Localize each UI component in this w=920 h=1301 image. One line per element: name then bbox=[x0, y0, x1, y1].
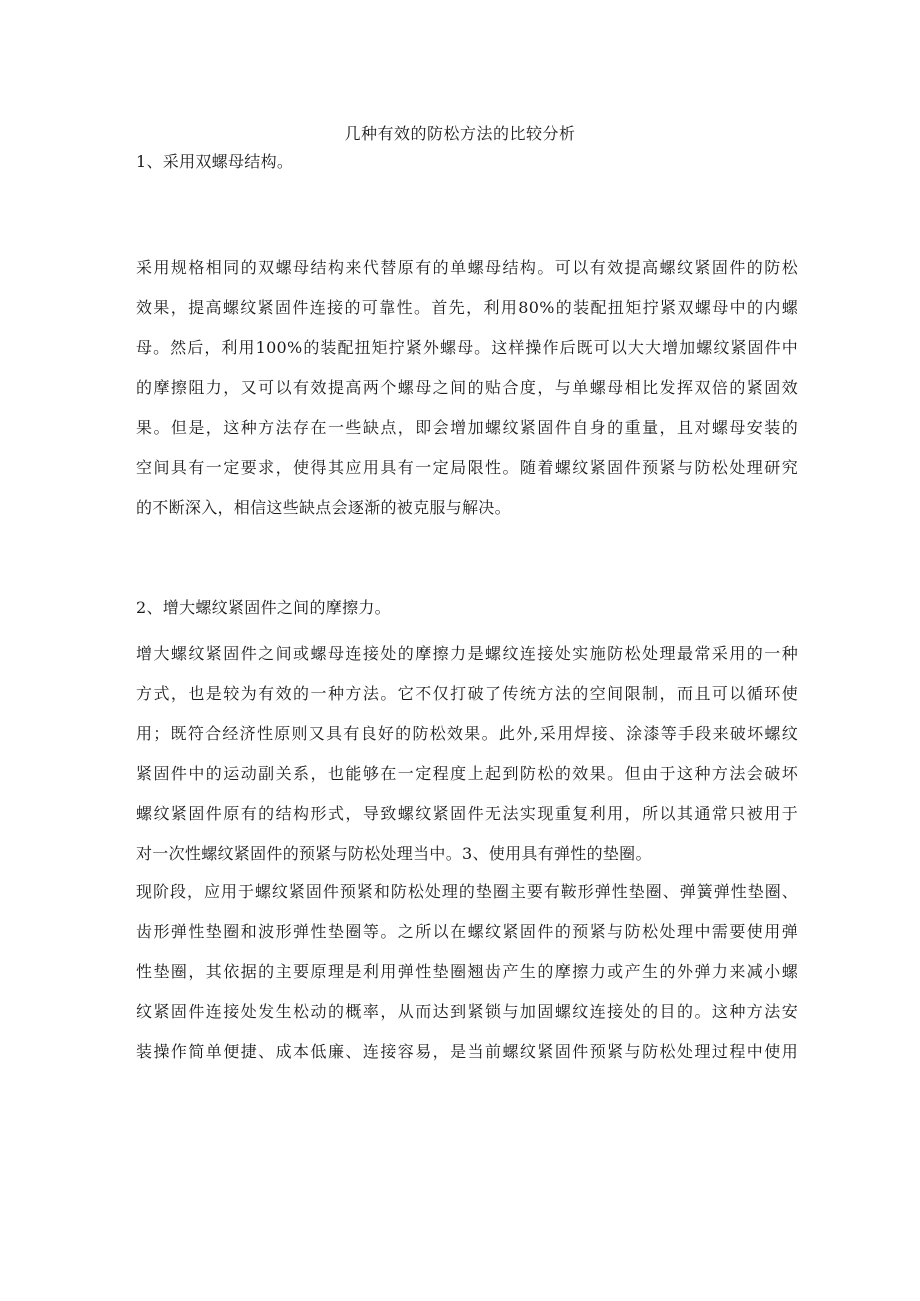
paragraph-line: 效果，提高螺纹紧固件连接的可靠性。首先，利用80%的装配扭矩拧紧双螺母中的内螺 bbox=[136, 298, 798, 317]
document-title: 几种有效的防松方法的比较分析 bbox=[344, 124, 576, 143]
paragraph-line: 的不断深入，相信这些缺点会逐渐的被克服与解决。 bbox=[136, 498, 511, 517]
section-2-paragraph bbox=[136, 634, 798, 874]
paragraph-line: 性垫圈，其依据的主要原理是利用弹性垫圈翘齿产生的摩擦力或产生的外弹力来减小螺 bbox=[136, 962, 798, 981]
paragraph-line: 对一次性螺纹紧固件的预紧与防松处理当中。3、使用具有弹性的垫圈。 bbox=[136, 844, 652, 863]
paragraph-line: 采用规格相同的双螺母结构来代替原有的单螺母结构。可以有效提高螺纹紧固件的防松 bbox=[136, 258, 798, 277]
paragraph-line: 果。但是，这种方法存在一些缺点，即会增加螺纹紧固件自身的重量，且对螺母安装的 bbox=[136, 418, 798, 437]
paragraph-line: 紧固件中的运动副关系，也能够在一定程度上起到防松的效果。但由于这种方法会破坏 bbox=[136, 764, 798, 783]
paragraph-line: 用；既符合经济性原则又具有良好的防松效果。此外,采用焊接、涂漆等手段来破坏螺纹 bbox=[136, 724, 798, 743]
paragraph-line: 装操作简单便捷、成本低廉、连接容易，是当前螺纹紧固件预紧与防松处理过程中使用 bbox=[136, 1042, 798, 1061]
paragraph-line: 纹紧固件连接处发生松动的概率，从而达到紧锁与加固螺纹连接处的目的。这种方法安 bbox=[136, 1002, 798, 1021]
paragraph-line: 螺纹紧固件原有的结构形式，导致螺纹紧固件无法实现重复利用，所以其通常只被用于 bbox=[136, 804, 798, 823]
paragraph-line: 母。然后，利用100%的装配扭矩拧紧外螺母。这样操作后既可以大大增加螺纹紧固件中 bbox=[136, 338, 798, 357]
paragraph-line: 齿形弹性垫圈和波形弹性垫圈等。之所以在螺纹紧固件的预紧与防松处理中需要使用弹 bbox=[136, 922, 798, 941]
paragraph-line: 空间具有一定要求，使得其应用具有一定局限性。随着螺纹紧固件预紧与防松处理研究 bbox=[136, 458, 798, 477]
section-3-paragraph bbox=[136, 872, 798, 1072]
paragraph-line: 现阶段，应用于螺纹紧固件预紧和防松处理的垫圈主要有鞍形弹性垫圈、弹簧弹性垫圈、 bbox=[136, 882, 798, 901]
paragraph-line: 的摩擦阻力，又可以有效提高两个螺母之间的贴合度，与单螺母相比发挥双倍的紧固效 bbox=[136, 378, 798, 397]
section-1-heading: 1、采用双螺母结构。 bbox=[136, 152, 294, 171]
paragraph-line: 增大螺纹紧固件之间或螺母连接处的摩擦力是螺纹连接处实施防松处理最常采用的一种 bbox=[136, 644, 798, 663]
section-2-heading: 2、增大螺纹紧固件之间的摩擦力。 bbox=[136, 598, 391, 617]
section-1-paragraph bbox=[136, 248, 798, 528]
paragraph-line: 方式，也是较为有效的一种方法。它不仅打破了传统方法的空间限制，而且可以循环使 bbox=[136, 684, 798, 703]
